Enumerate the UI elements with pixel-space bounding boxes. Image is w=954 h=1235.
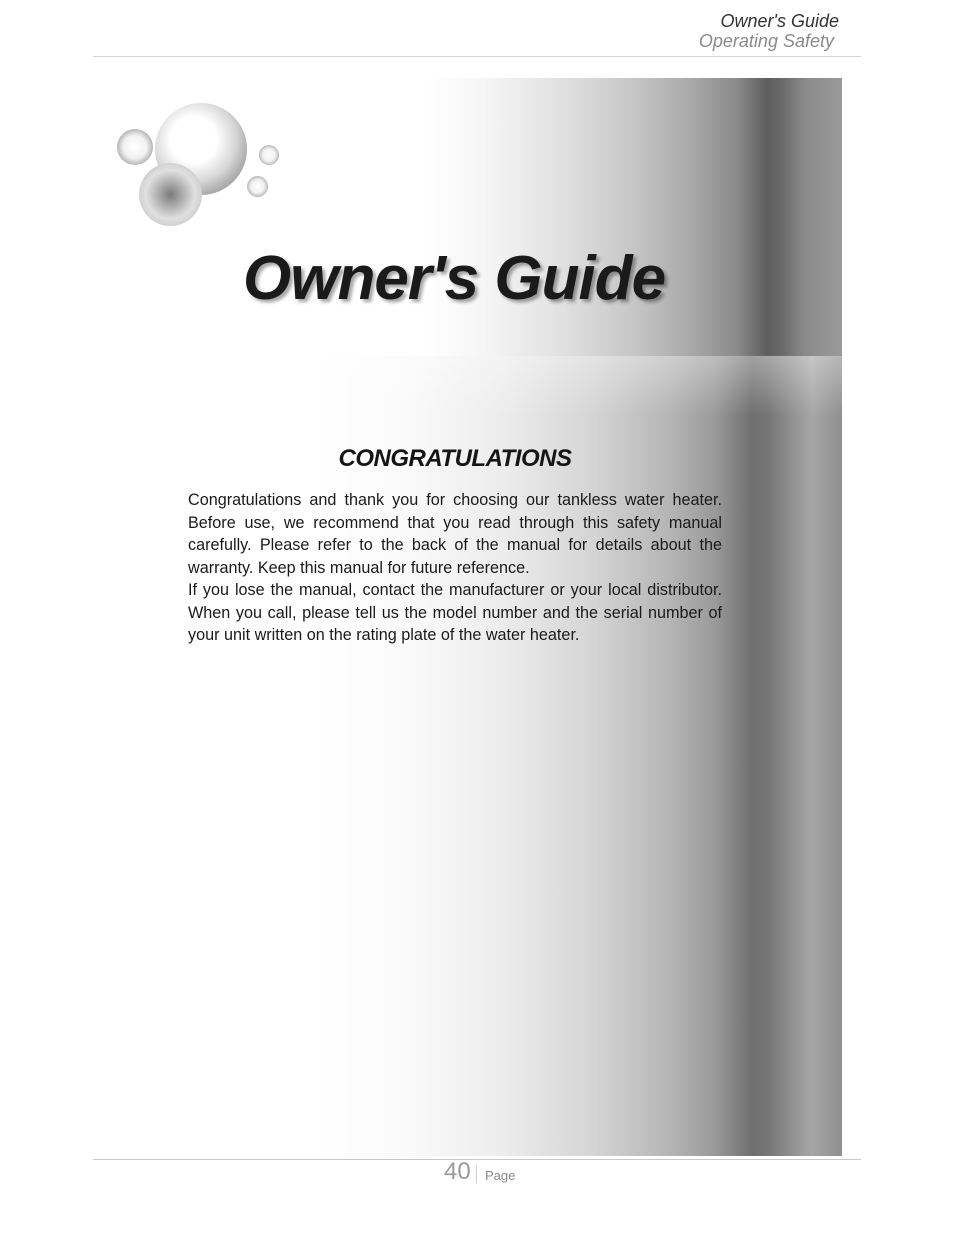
bubble-decoration-icon [247, 176, 268, 197]
header-divider [93, 56, 861, 57]
title-band-fade [93, 78, 430, 356]
band-transition [93, 356, 842, 416]
body-text [188, 489, 722, 647]
page-label: Page [485, 1168, 516, 1183]
bubble-decoration-icon [259, 145, 279, 165]
page-title: Owner's Guide [243, 244, 666, 313]
page-number-separator [476, 1165, 477, 1183]
section-heading: CONGRATULATIONS [338, 445, 572, 472]
paragraph: If you lose the manual, contact the manufacturer or your local distributor. When you call, please tell us the model number and the serial number of your unit written on the rating plate of the water heater. [188, 581, 722, 644]
footer-divider [93, 1159, 861, 1160]
header-subtitle: Operating Safety [698, 31, 834, 51]
header-title: Owner's Guide [720, 11, 839, 31]
bubble-decoration-icon [117, 129, 153, 165]
bubble-decoration-icon [139, 163, 202, 226]
paragraph: Congratulations and thank you for choosing our tankless water heater. Before use, we recommend that you read through this safety manual carefully. Please refer to the back of the manual for details about the warranty. Keep this manual for future reference. [188, 491, 722, 577]
page-number: 40 [444, 1158, 471, 1185]
